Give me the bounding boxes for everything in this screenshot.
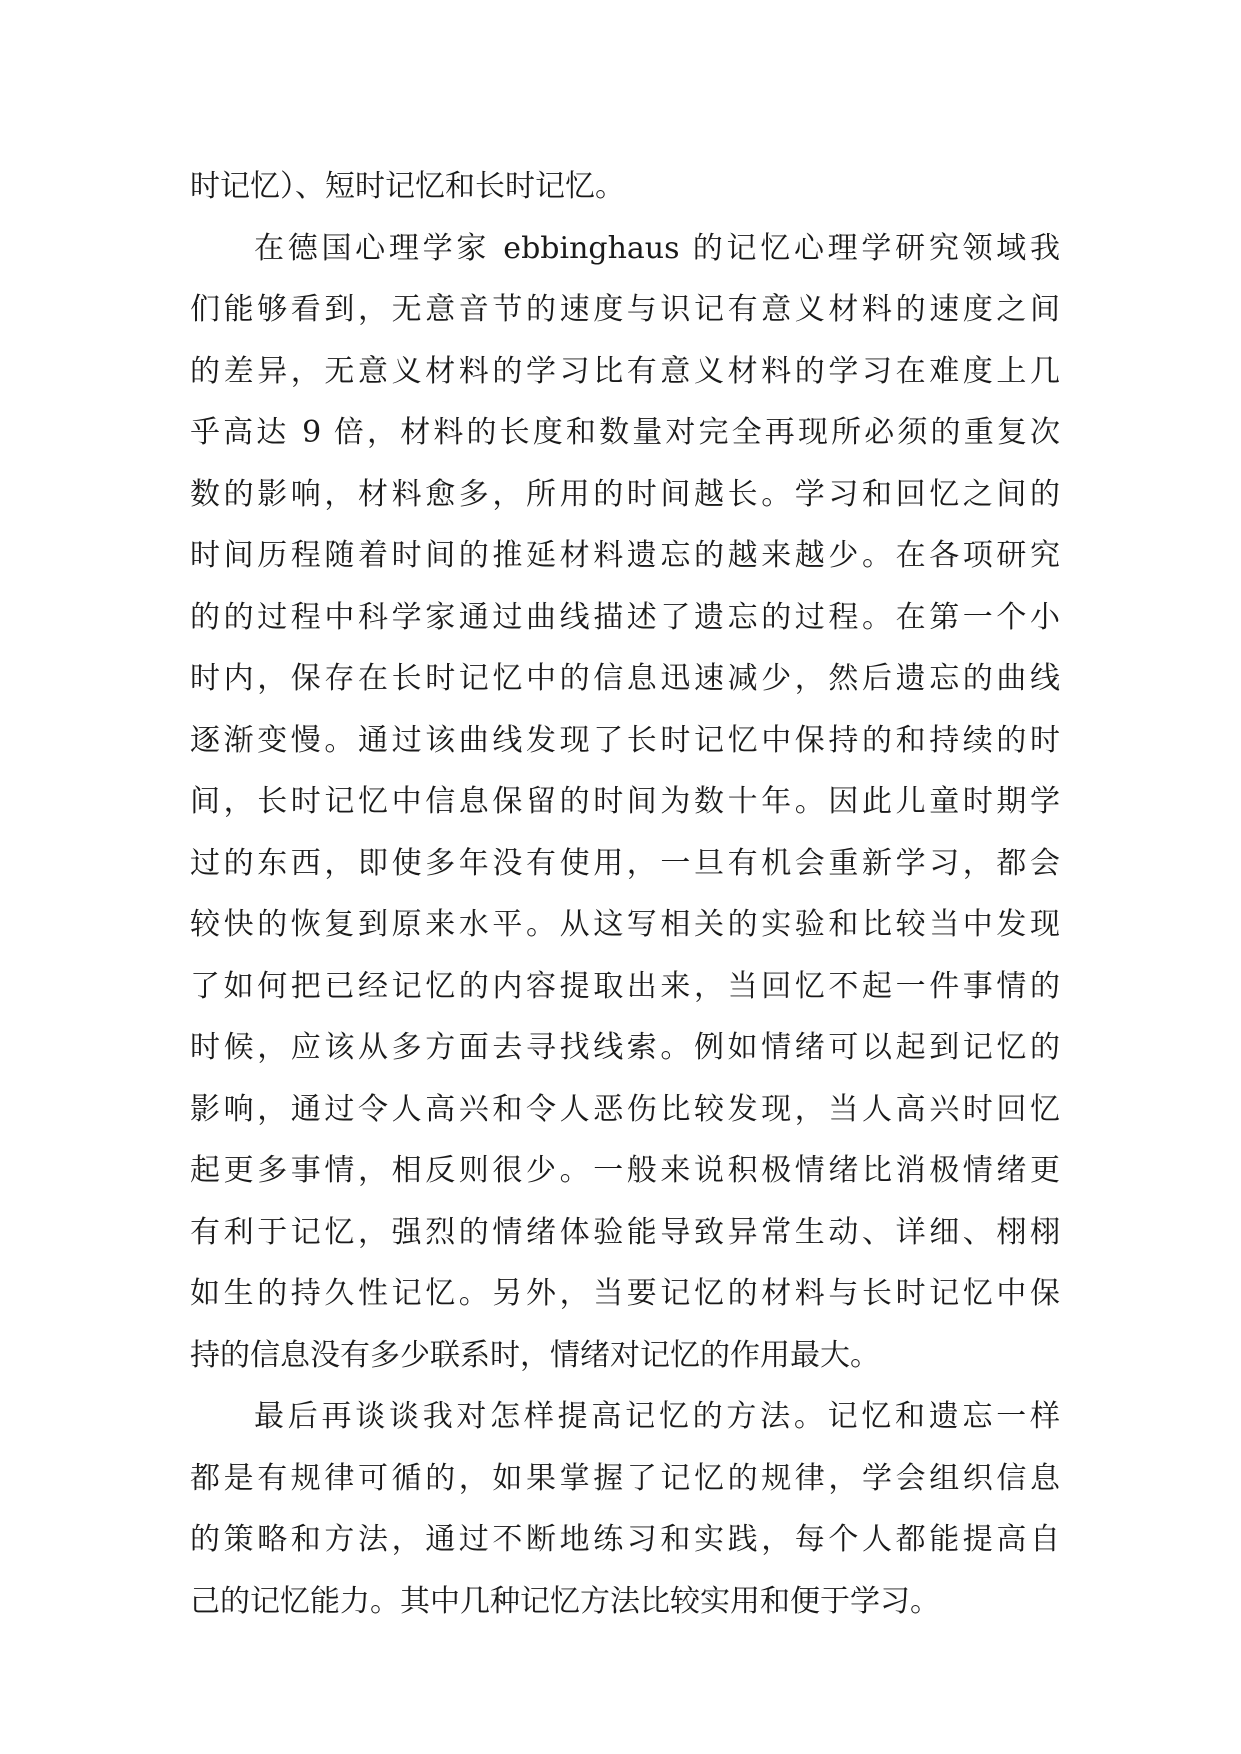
text-line: 了如何把已经记忆的内容提取出来，当回忆不起一件事情的 xyxy=(190,968,1060,1004)
text-line: 己的记忆能力。其中几种记忆方法比较实用和便于学习。 xyxy=(190,1583,940,1619)
paragraph xyxy=(190,156,1060,218)
paragraph xyxy=(190,218,1060,1387)
text-line: 都是有规律可循的，如果掌握了记忆的规律，学会组织信息 xyxy=(190,1460,1060,1496)
text-line: 最后再谈谈我对怎样提高记忆的方法。记忆和遗忘一样 xyxy=(254,1399,1060,1434)
text-line: 时间历程随着时间的推延材料遗忘的越来越少。在各项研究 xyxy=(190,538,1060,573)
text-line: 间，长时记忆中信息保留的时间为数十年。因此儿童时期学 xyxy=(190,784,1060,819)
text-line: 的策略和方法，通过不断地练习和实践，每个人都能提高自 xyxy=(190,1522,1060,1557)
text-line: 逐渐变慢。通过该曲线发现了长时记忆中保持的和持续的时 xyxy=(190,722,1060,758)
text-line: 的的过程中科学家通过曲线描述了遗忘的过程。在第一个小 xyxy=(190,599,1060,635)
text-line: 在德国心理学家 ebbinghaus 的记忆心理学研究领域我 xyxy=(254,230,1060,266)
document-body xyxy=(190,156,1060,1632)
text-line: 较快的恢复到原来水平。从这写相关的实验和比较当中发现 xyxy=(190,907,1060,942)
text-line: 时候，应该从多方面去寻找线索。例如情绪可以起到记忆的 xyxy=(190,1030,1060,1065)
text-line: 持的信息没有多少联系时，情绪对记忆的作用最大。 xyxy=(190,1337,880,1373)
text-line: 过的东西，即使多年没有使用，一旦有机会重新学习，都会 xyxy=(190,845,1060,881)
text-line: 时内，保存在长时记忆中的信息迅速减少，然后遗忘的曲线 xyxy=(190,661,1060,696)
text-line: 如生的持久性记忆。另外，当要记忆的材料与长时记忆中保 xyxy=(190,1276,1060,1311)
text-line: 起更多事情，相反则很少。一般来说积极情绪比消极情绪更 xyxy=(190,1153,1060,1188)
text-line: 乎高达 9 倍，材料的长度和数量对完全再现所必须的重复次 xyxy=(190,415,1060,450)
text-line: 数的影响，材料愈多，所用的时间越长。学习和回忆之间的 xyxy=(190,476,1060,512)
text-line: 的差异，无意义材料的学习比有意义材料的学习在难度上几 xyxy=(190,353,1060,389)
text-line: 时记忆）、短时记忆和长时记忆。 xyxy=(190,169,625,204)
paragraph xyxy=(190,1386,1060,1632)
text-line: 影响，通过令人高兴和令人恶伤比较发现，当人高兴时回忆 xyxy=(190,1091,1060,1127)
text-line: 们能够看到，无意音节的速度与识记有意义材料的速度之间 xyxy=(190,292,1060,327)
text-line: 有利于记忆，强烈的情绪体验能导致异常生动、详细、栩栩 xyxy=(190,1214,1060,1250)
